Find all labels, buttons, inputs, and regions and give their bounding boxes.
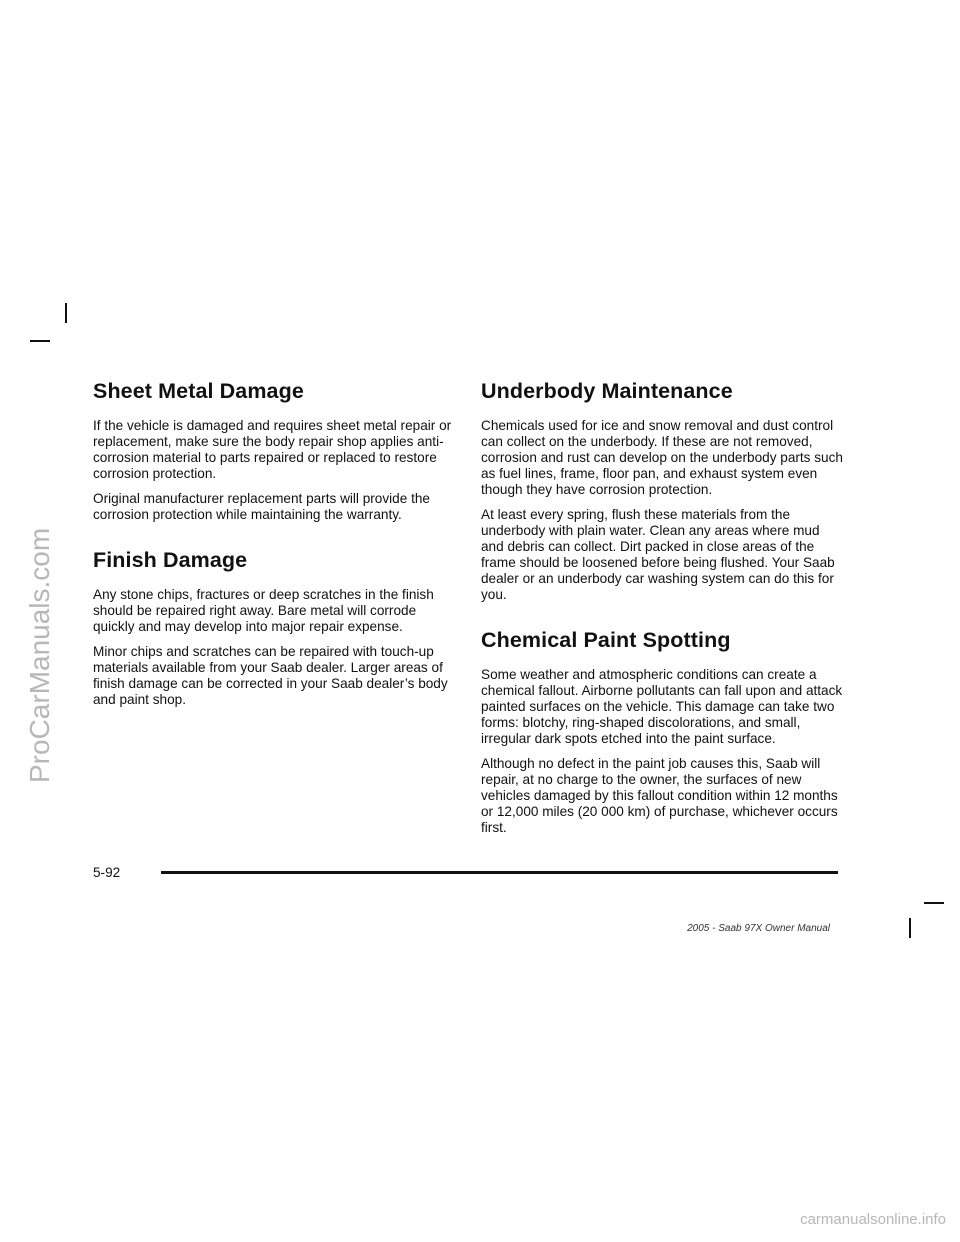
crop-mark-top-horizontal [30,340,50,342]
paragraph: Minor chips and scratches can be repaired with touch-up materials available from your Saab dealer. Larger areas of finish damage can be corrected in your Saab dealer’s body and paint shop. [93,644,448,707]
side-watermark: ProCarManuals.com [24,527,55,783]
paragraph: Original manufacturer replacement parts will provide the corrosion protection while maintaining the warranty. [93,491,430,522]
crop-mark-top-vertical [65,303,67,323]
left-column [93,378,455,717]
paragraph: Some weather and atmospheric conditions can create a chemical fallout. Airborne pollutants can fall upon and attack painted surfaces on the vehicle. This damage can take two forms: blotchy, ring-shaped discolorations, and small, irregular dark spots etched into the paint surface. [481,667,843,746]
manual-title: 2005 - Saab 97X Owner Manual [687,923,830,934]
paragraph: If the vehicle is damaged and requires sheet metal repair or replacement, make sure the body repair shop applies anti-corrosion material to parts repaired or replaced to restore corrosion protection. [93,418,452,481]
paragraph: Chemicals used for ice and snow removal and dust control can collect on the underbody. If these are not removed, corrosion and rust can develop on the underbody parts such as fuel lines, frame, floor pan, and exhaust system even though they have corrosion protection. [481,418,843,497]
heading-finish-damage: Finish Damage [93,548,248,572]
right-column [481,378,843,845]
crop-mark-bottom-horizontal [924,902,944,904]
paragraph: Any stone chips, fractures or deep scratches in the finish should be repaired right away. Bare metal will corrode quickly and may develop into major repair expense. [93,587,434,634]
paragraph: At least every spring, flush these materials from the underbody with plain water. Clean any areas where mud and debris can collect. Dirt packed in close areas of the frame should be loosened before being flushed. Your Saab dealer or an underbody car washing system can do this for you. [481,507,835,602]
footer-rule [161,871,838,874]
heading-underbody-maintenance: Underbody Maintenance [481,379,733,403]
page-number: 5-92 [93,865,121,880]
crop-mark-bottom-vertical [909,918,911,938]
bottom-watermark: carmanualsonline.info [800,1211,946,1228]
heading-chemical-paint-spotting: Chemical Paint Spotting [481,628,731,652]
paragraph: Although no defect in the paint job causes this, Saab will repair, at no charge to the owner, the surfaces of new vehicles damaged by this fallout condition within 12 months or 12,000 miles (20 000 km) of purchase, whichever occurs first. [481,756,838,835]
heading-sheet-metal-damage: Sheet Metal Damage [93,379,304,403]
